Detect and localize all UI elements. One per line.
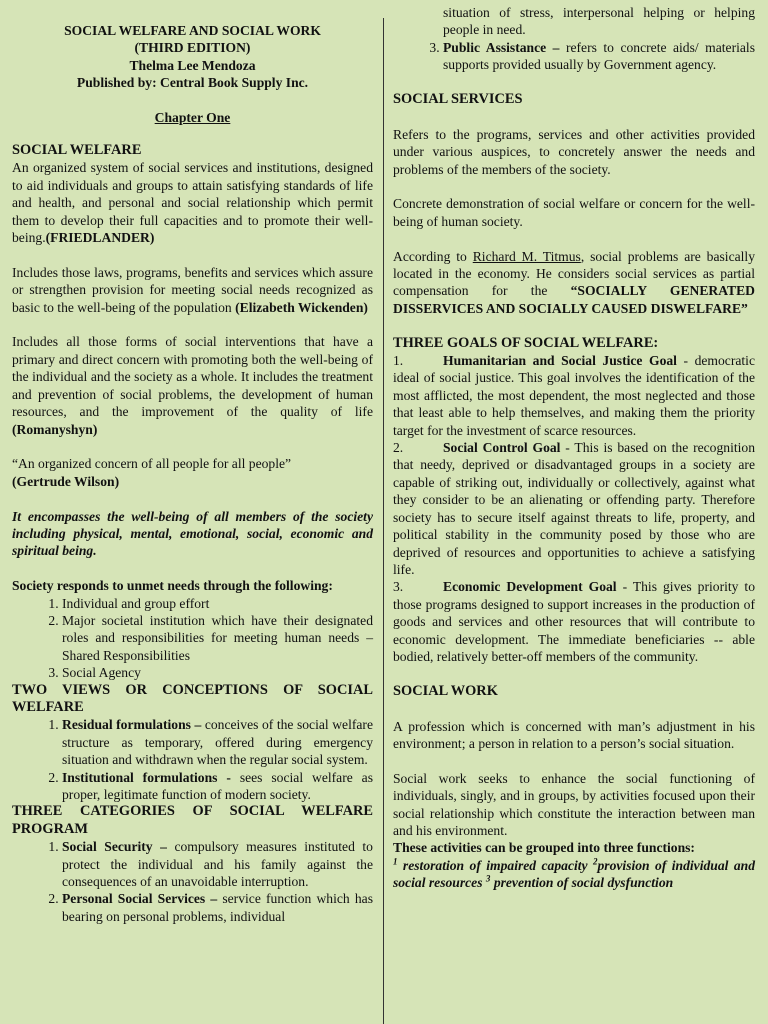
goal-humanitarian: 1. Humanitarian and Social Justice Goal - democratic ideal of social justice. This goal involves the identification of the most afflicted, the most dependent, the most neglected and those that least able to help themselves, and making them the priority target for the investment of scarce resources.: [393, 353, 755, 438]
responds-list: [12, 595, 373, 682]
book-author: Thelma Lee Mendoza: [129, 57, 256, 73]
categories-list-continued: [393, 4, 755, 39]
functions-heading: These activities can be grouped into three functions:: [393, 840, 695, 856]
three-goals-heading: THREE GOALS OF SOCIAL WELFARE:: [393, 334, 659, 351]
titmus-paragraph: According to Richard M. Titmus, social problems are basically located in the economy. He considers social services as partial compensation for the “SOCIALLY GENERATED DISSERVICES AND SOCIALLY CAUSED DISWELFARE”: [393, 248, 755, 316]
definition-friedlander: An organized system of social services and institutions, designed to aid individuals and groups to attain satisfying standards of life and health, and personal and social relationship which permit them to develop their full capacities and to promote their well-being.(FRIEDLANDER): [12, 160, 373, 246]
list-item: 1. Social Security – compulsory measures instituted to protect the individual and his family against the consequences of an unavoidable interruption.: [62, 838, 373, 890]
two-views-heading: TWO VIEWS OR CONCEPTIONS OF SOCIAL WELFARE: [12, 681, 373, 715]
views-list: [12, 716, 373, 803]
definition-wilson: “An organized concern of all people for all people” (Gertrude Wilson): [12, 456, 292, 489]
book-publisher: Published by: Central Book Supply Inc.: [76, 75, 309, 91]
categories-list: [12, 838, 373, 925]
social-work-heading: SOCIAL WORK: [393, 682, 498, 699]
list-item: 3. Public Assistance – refers to concrete aids/ materials supports provided usually by Government agency.: [443, 39, 755, 74]
column-divider: [383, 18, 384, 1024]
left-column: [12, 22, 373, 925]
goal-social-control: 2. Social Control Goal - This is based on the recognition that needy, deprived or disadvantaged groups in a society are capable of striking out, individually or collectively, against what they consider to be an alienating or offending party. Therefore society has to secure itself against threats to life, property, and political stability in the community posed by those who are deprived of resources and opportunities to achieve a satisfying life.: [393, 440, 755, 577]
list-item: 2. Institutional formulations - sees social welfare as proper, legitimate function of modern society.: [62, 769, 373, 804]
functions-list: $^1$ restoration of impaired capacity $^2$provision of individual and social resources $^3$ prevention of social dysfunction: [393, 856, 755, 891]
social-services-paragraph: Refers to the programs, services and other activities provided under various auspices, to concretely answer the needs and problems of the members of the society.: [393, 126, 755, 177]
three-categories-heading: THREE CATEGORIES OF SOCIAL WELFARE PROGRAM: [12, 803, 373, 837]
chapter-title: Chapter One: [154, 109, 231, 125]
social-work-paragraph: A profession which is concerned with man’s adjustment in his environment; a person in relation to a person’s social situation.: [393, 718, 755, 751]
social-welfare-heading: SOCIAL WELFARE: [12, 142, 142, 159]
responds-heading: Society responds to unmet needs through the following:: [12, 578, 333, 594]
encompasses-statement: It encompasses the well-being of all members of the society including physical, mental, emotional, social, economic and spiritual being.: [12, 508, 373, 559]
goal-economic-development: 3. Economic Development Goal - This gives priority to those programs designed to support increases in the production of goods and services and other resources that will contribute to economic development. The immediate beneficiaries -- able bodied, relatively better-off members of the community.: [393, 579, 756, 664]
list-item-continuation: situation of stress, interpersonal helping or helping people in need.: [443, 5, 755, 38]
list-item: 1. Individual and group effort: [62, 595, 373, 612]
definition-romanyshyn: Includes all those forms of social interventions that have a primary and direct concern with promoting both the well-being of the individual and the society as a whole. It includes the treatment and prevention of social problems, the development of human resources, and the improvement of the quality of life (Romanyshyn): [12, 334, 373, 437]
right-column: [393, 4, 755, 892]
definition-wickenden: Includes those laws, programs, benefits and services which assure or strengthen provision for meeting social needs recognized as basic to the well-being of the population (Elizabeth Wickenden): [12, 264, 373, 315]
list-item: 3. Social Agency: [62, 664, 373, 681]
book-edition: (THIRD EDITION): [134, 40, 251, 56]
social-services-heading: SOCIAL SERVICES: [393, 91, 523, 108]
list-item: 2. Personal Social Services – service function which has bearing on personal problems, individual: [62, 890, 373, 925]
social-work-paragraph: Social work seeks to enhance the social functioning of individuals, singly, and in groups, by activities focused upon their social relationship which constitute the interaction between man and his environment.: [393, 770, 755, 838]
list-item: 1. Residual formulations – conceives of the social welfare structure as temporary, offered during emergency situation and withdrawn when the regular social system.: [62, 716, 373, 768]
title-block: [12, 22, 373, 92]
social-services-paragraph: Concrete demonstration of social welfare or concern for the well-being of human society.: [393, 196, 755, 229]
categories-list-item3: [393, 39, 755, 74]
list-item: 2. Major societal institution which have their designated roles and responsibilities for meeting human needs – Shared Responsibilities: [62, 612, 373, 664]
book-title: SOCIAL WELFARE AND SOCIAL WORK: [64, 23, 321, 38]
